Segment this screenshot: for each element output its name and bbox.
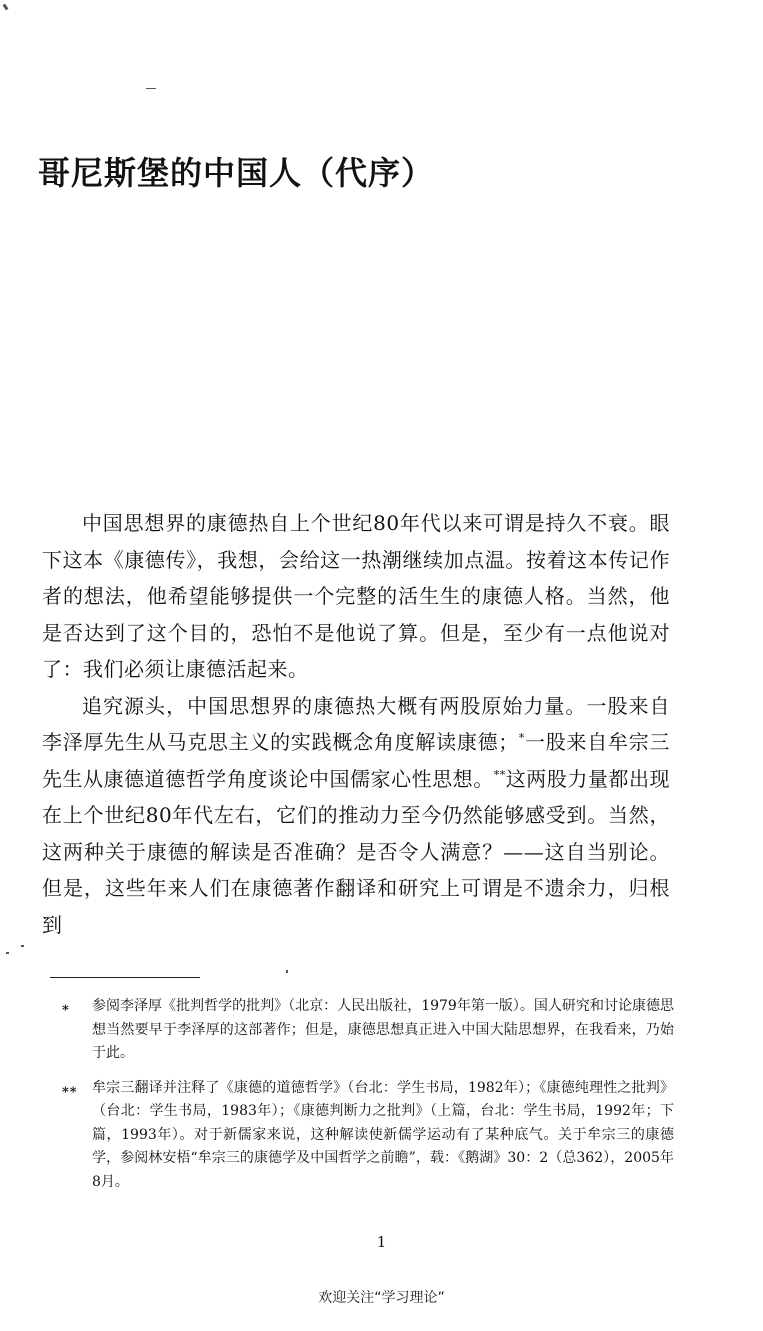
paragraph-text: 这两股力量都出现在上个世纪80年代左右，它们的推动力至今仍然能够感受到。当然，这两种关于康德的解读是否准确？是否令人满意？——这自当别论。但是，这些年来人们在康德著作翻译和研究上可谓是不遗余力，归根到: [42, 766, 671, 937]
footnote-text: 牟宗三翻译并注释了《康德的道德哲学》（台北：学生书局，1982年）；《康德纯理性之批判》（台北：学生书局，1983年）；《康德判断力之批判》（上篇，台北：学生书局，1992年；下篇，1993年）。对于新儒家来说，这种解读使新儒学运动有了某种底气。关于牟宗三的康德学，参阅林安梧“牟宗三的康德学及中国哲学之前瞻”，载：《鹅湖》30：2（总362），2005年8月。: [92, 1079, 674, 1190]
scan-speck: [3, 4, 9, 11]
paragraph-text: 一股来自牟宗三先生从康德道德哲学角度谈论中国儒家心性思想。: [42, 730, 671, 791]
footnote-reference[interactable]: **: [493, 767, 506, 781]
body-text: [42, 505, 670, 943]
scan-speck: [146, 88, 156, 89]
page-title: 哥尼斯堡的中国人（代序）: [38, 154, 435, 192]
scan-speck: [6, 952, 9, 954]
footnote-divider: [50, 977, 200, 978]
footnotes: [62, 995, 674, 1194]
footnote: [62, 995, 674, 1066]
watermark-caption: 欢迎关注“学习理论”: [318, 1290, 445, 1306]
footnote: [62, 1077, 674, 1195]
footnote-reference[interactable]: *: [518, 731, 525, 745]
page-number: 1: [376, 1233, 387, 1251]
footnote-text: 参阅李泽厚《批判哲学的批判》（北京：人民出版社，1979年第一版）。国人研究和讨论康德思想当然要早于李泽厚的这部著作；但是，康德思想真正进入中国大陆思想界，在我看来，乃始于此。: [92, 998, 674, 1061]
paragraph-text: 追究源头，中国思想界的康德热大概有两股原始力量。一股来自李泽厚先生从马克思主义的实践概念角度解读康德；: [42, 693, 670, 754]
paragraph: [42, 688, 670, 944]
scan-speck: [21, 945, 24, 947]
footnote-mark: *: [62, 1003, 70, 1018]
footnote-mark: **: [62, 1084, 78, 1100]
scan-speck: [286, 970, 288, 973]
paragraph-text: 中国思想界的康德热自上个世纪80年代以来可谓是持久不衰。眼下这本《康德传》，我想，会给这一热潮继续加点温。按着这本传记作者的想法，他希望能够提供一个完整的活生生的康德人格。当然，他是否达到了这个目的，恐怕不是他说了算。但是，至少有一点他说对了：我们必须让康德活起来。: [42, 511, 670, 681]
paragraph: [42, 505, 670, 688]
